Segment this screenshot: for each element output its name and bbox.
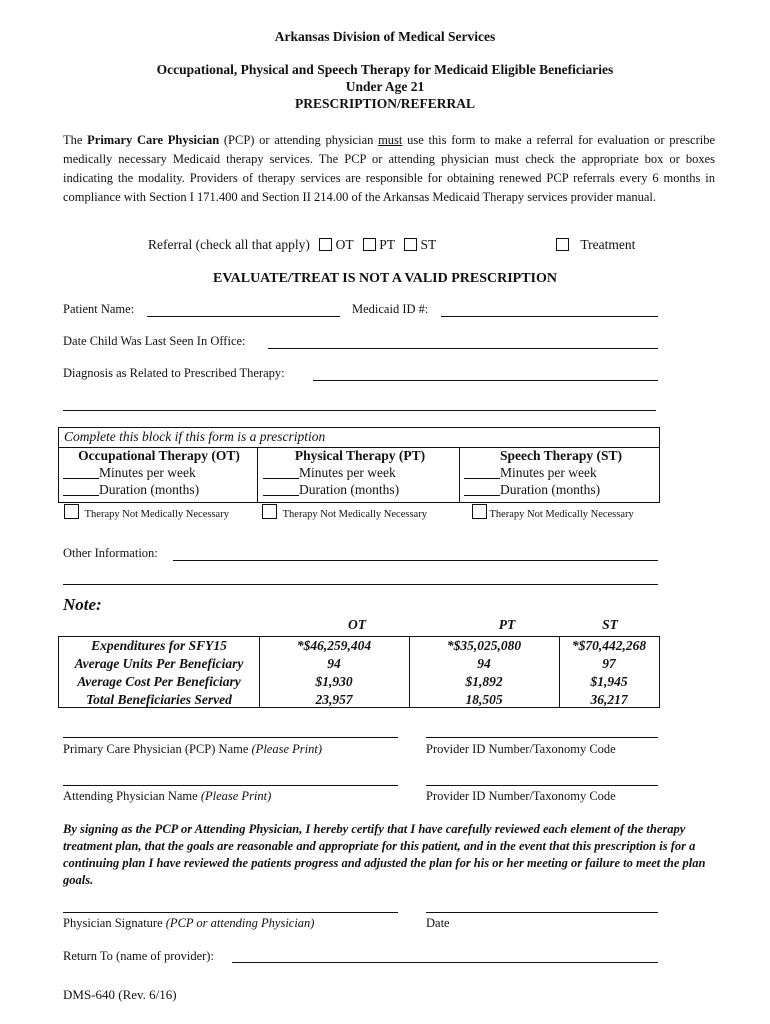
note-col-pt: PT xyxy=(498,617,516,632)
signature-text: Physician Signature xyxy=(63,916,166,930)
row-label-total-served: Total Beneficiaries Served xyxy=(86,692,232,707)
prescription-block xyxy=(58,427,660,503)
st-column xyxy=(464,448,658,498)
treatment-label: Treatment xyxy=(580,237,636,252)
provider-id-label-2: Provider ID Number/Taxonomy Code xyxy=(426,789,616,803)
note-col-ot: OT xyxy=(348,617,366,632)
ot-minutes-field[interactable] xyxy=(63,466,99,479)
physician-signature-field[interactable] xyxy=(63,912,398,913)
ot-total-served: 23,957 xyxy=(315,692,353,707)
prescription-col-divider-1 xyxy=(257,447,258,502)
pt-column xyxy=(263,448,457,498)
treatment-option xyxy=(556,237,635,253)
pt-not-necessary-option xyxy=(262,504,427,520)
st-avg-cost: $1,945 xyxy=(590,674,628,689)
patient-name-field[interactable] xyxy=(147,316,340,317)
ot-header: Occupational Therapy (OT) xyxy=(78,448,240,463)
ot-avg-units: 94 xyxy=(327,656,341,671)
form-title-line3: PRESCRIPTION/REFERRAL xyxy=(294,96,476,111)
date-last-seen-label: Date Child Was Last Seen In Office: xyxy=(63,334,246,348)
st-minutes-field[interactable] xyxy=(464,466,500,479)
provider-id-field-1[interactable] xyxy=(426,737,658,738)
row-label-avg-units: Average Units Per Beneficiary xyxy=(74,656,244,671)
ot-avg-cost: $1,930 xyxy=(315,674,353,689)
referral-ot-checkbox[interactable] xyxy=(319,238,332,251)
pcp-name-field[interactable] xyxy=(63,737,398,738)
ot-not-necessary-option xyxy=(64,504,229,520)
attending-name-hint: (Please Print) xyxy=(200,789,272,803)
intro-text-2: (PCP) or attending physician xyxy=(219,133,379,147)
pt-total-served: 18,505 xyxy=(465,692,503,707)
st-minutes-label: Minutes per week xyxy=(500,465,597,480)
date-last-seen-field[interactable] xyxy=(268,348,658,349)
st-not-necessary-label: Therapy Not Medically Necessary xyxy=(489,509,634,520)
physician-signature-label xyxy=(63,916,314,931)
referral-ot-label: OT xyxy=(335,237,354,252)
expenditures-table xyxy=(58,636,660,708)
pcp-name-text: Primary Care Physician (PCP) Name xyxy=(63,742,252,756)
pt-duration-field[interactable] xyxy=(263,483,299,496)
pt-minutes-field[interactable] xyxy=(263,466,299,479)
ot-not-necessary-checkbox[interactable] xyxy=(64,504,79,519)
pcp-name-hint: (Please Print) xyxy=(251,742,322,756)
st-not-necessary-option xyxy=(472,504,634,520)
referral-pt-checkbox[interactable] xyxy=(363,238,376,251)
treatment-checkbox[interactable] xyxy=(556,238,569,251)
pt-minutes-label: Minutes per week xyxy=(299,465,396,480)
pt-duration-label: Duration (months) xyxy=(299,482,400,497)
ot-duration-field[interactable] xyxy=(63,483,99,496)
st-total-served: 36,217 xyxy=(590,692,628,707)
referral-st-label: ST xyxy=(420,237,437,252)
pt-expenditures: *$35,025,080 xyxy=(446,638,522,653)
stats-row-labels xyxy=(59,637,259,709)
intro-must: must xyxy=(378,133,403,147)
form-title-line1: Occupational, Physical and Speech Therapy for Medicaid Eligible Beneficiaries xyxy=(156,62,614,77)
st-not-necessary-checkbox[interactable] xyxy=(472,504,487,519)
pcp-name-label xyxy=(63,742,322,757)
pt-header: Physical Therapy (PT) xyxy=(294,448,426,463)
row-label-avg-cost: Average Cost Per Beneficiary xyxy=(77,674,241,689)
medicaid-id-field[interactable] xyxy=(441,316,658,317)
st-expenditures: *$70,442,268 xyxy=(571,638,647,653)
ot-minutes-label: Minutes per week xyxy=(99,465,196,480)
diagnosis-label: Diagnosis as Related to Prescribed Therapy: xyxy=(63,366,285,380)
ot-column xyxy=(63,448,255,498)
st-header: Speech Therapy (ST) xyxy=(499,448,622,463)
ot-not-necessary-label: Therapy Not Medically Necessary xyxy=(84,509,229,520)
stats-st-values xyxy=(559,637,659,709)
certification-statement: By signing as the PCP or Attending Physician, I hereby certify that I have carefully reviewed each element of the therapy treatment plan, that the goals are reasonable and appropriate for this patient, and in the event that this prescription is for a continuing plan I have reviewed the patients progress and adjusted the plan for his or her meeting or failure to meet the plan goals. xyxy=(63,822,706,887)
intro-text-1: The xyxy=(63,133,88,147)
row-label-expenditures: Expenditures for SFY15 xyxy=(91,638,227,653)
intro-paragraph xyxy=(63,131,715,207)
attending-name-field[interactable] xyxy=(63,785,398,786)
ot-expenditures: *$46,259,404 xyxy=(296,638,372,653)
medicaid-id-label: Medicaid ID #: xyxy=(352,302,429,316)
return-to-label: Return To (name of provider): xyxy=(63,949,214,963)
other-info-field[interactable] xyxy=(173,560,658,561)
pt-not-necessary-label: Therapy Not Medically Necessary xyxy=(282,509,427,520)
prescription-block-caption: Complete this block if this form is a prescription xyxy=(64,429,326,444)
other-info-label: Other Information: xyxy=(63,546,158,560)
form-number: DMS-640 (Rev. 6/16) xyxy=(63,987,177,1002)
intro-pcp-bold: Primary Care Physician xyxy=(87,133,220,147)
pt-not-necessary-checkbox[interactable] xyxy=(262,504,277,519)
note-col-st: ST xyxy=(602,617,618,632)
attending-name-text: Attending Physician Name xyxy=(63,789,201,803)
prescription-col-divider-2 xyxy=(459,447,460,502)
referral-pt-label: PT xyxy=(379,237,395,252)
note-label: Note: xyxy=(63,595,102,614)
form-title-line2: Under Age 21 xyxy=(345,79,425,94)
other-info-field-line2[interactable] xyxy=(63,584,658,585)
st-duration-label: Duration (months) xyxy=(500,482,601,497)
invalid-prescription-warning: EVALUATE/TREAT IS NOT A VALID PRESCRIPTION xyxy=(212,271,558,286)
patient-name-label: Patient Name: xyxy=(63,302,135,316)
provider-id-label-1: Provider ID Number/Taxonomy Code xyxy=(426,742,616,756)
stats-ot-values xyxy=(259,637,409,709)
referral-row xyxy=(148,237,436,253)
date-field[interactable] xyxy=(426,912,658,913)
pt-avg-units: 94 xyxy=(477,656,491,671)
ot-duration-label: Duration (months) xyxy=(99,482,200,497)
provider-id-field-2[interactable] xyxy=(426,785,658,786)
attending-name-label xyxy=(63,789,271,804)
intro-text-3: use this form to make a referral for evaluation or prescribe medically necessary Medicaid therapy services. The PCP or attending physician must check the appropriate box or boxes indicating the modality. Providers of therapy services are responsible for obtaining renewed PCP referrals every 6 months in compliance with Section I 171.400 and Section II 214.00 of the Arkansas Medicaid Therapy services provider manual. xyxy=(63,133,716,204)
diagnosis-field[interactable] xyxy=(313,380,658,381)
signature-hint: (PCP or attending Physician) xyxy=(165,916,315,930)
return-to-field[interactable] xyxy=(232,962,658,963)
agency-name: Arkansas Division of Medical Services xyxy=(274,29,496,44)
st-duration-field[interactable] xyxy=(464,483,500,496)
referral-label: Referral (check all that apply) xyxy=(148,237,310,252)
referral-st-checkbox[interactable] xyxy=(404,238,417,251)
stats-pt-values xyxy=(409,637,559,709)
diagnosis-field-line2[interactable] xyxy=(63,410,656,411)
date-label: Date xyxy=(426,916,450,930)
pt-avg-cost: $1,892 xyxy=(465,674,503,689)
st-avg-units: 97 xyxy=(602,656,616,671)
